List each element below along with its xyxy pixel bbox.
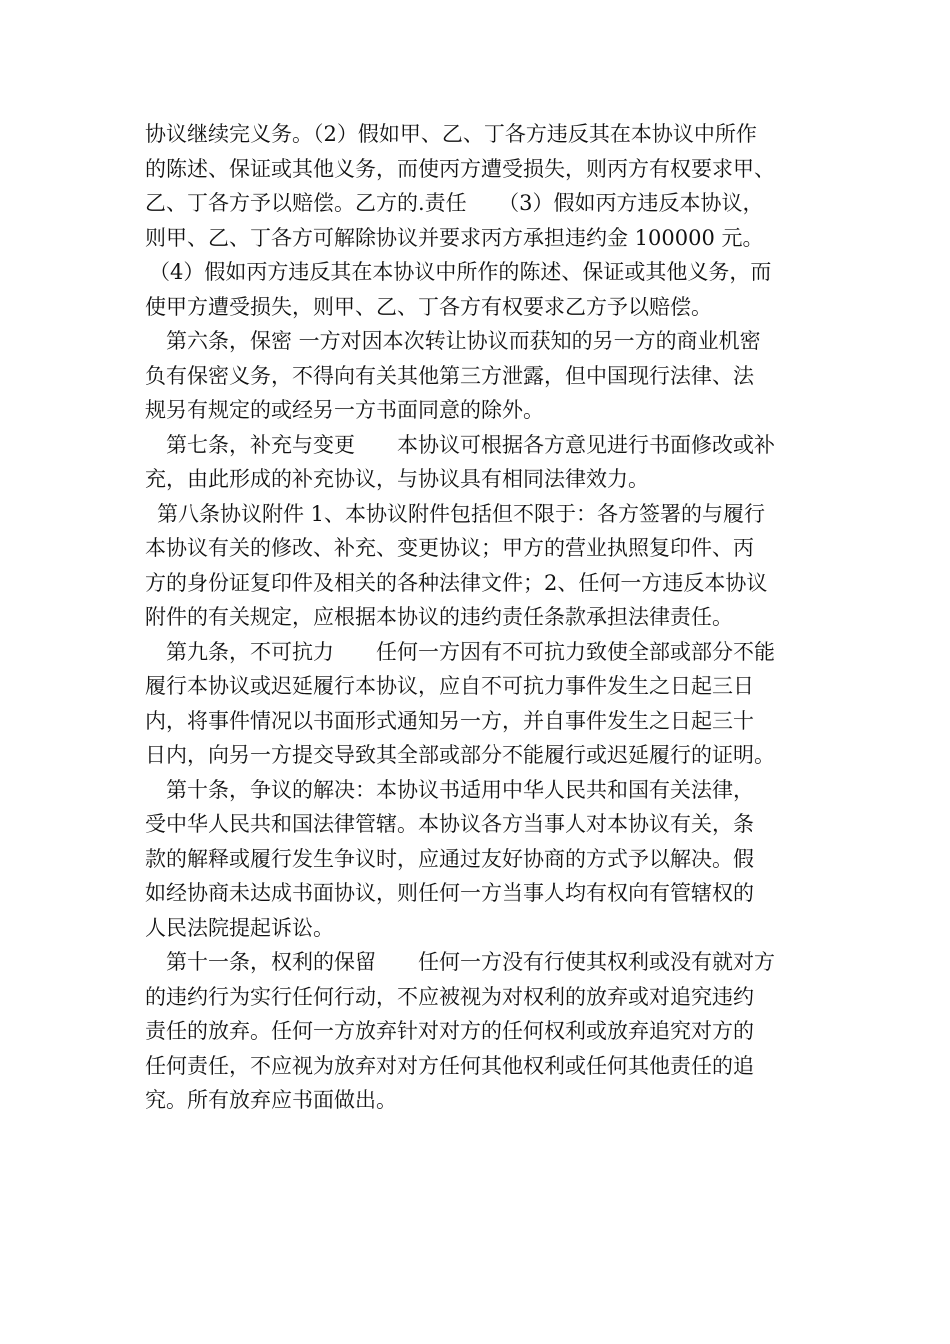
text-line: 的违约行为实行任何行动，不应被视为对权利的放弃或对追究违约 bbox=[145, 984, 754, 1009]
text-line: 则甲、乙、丁各方可解除协议并要求丙方承担违约金 100000 元。 bbox=[145, 225, 764, 250]
text-line: 附件的有关规定，应根据本协议的违约责任条款承担法律责任。 bbox=[145, 605, 733, 629]
text-line: 负有保密义务，不得向有关其他第三方泄露，但中国现行法律、法 bbox=[145, 363, 754, 388]
text-line: （4）假如丙方违反其在本协议中所作的陈述、保证或其他义务，而 bbox=[149, 260, 772, 284]
text-line: 规另有规定的或经另一方书面同意的除外。 bbox=[145, 398, 544, 422]
text-line: 日内，向另一方提交导致其全部或部分不能履行或迟延履行的证明。 bbox=[145, 743, 775, 767]
text-line: 第六条，保密 一方对因本次转让协议而获知的另一方的商业机密 bbox=[166, 329, 761, 353]
text-line: 的陈述、保证或其他义务，而使丙方遭受损失，则丙方有权要求甲、 bbox=[145, 156, 775, 181]
text-line: 第十一条，权利的保留 任何一方没有行使其权利或没有就对方 bbox=[166, 950, 775, 974]
text-line: 任何责任，不应视为放弃对对方任何其他权利或任何其他责任的追 bbox=[145, 1053, 754, 1078]
text-line: 第八条协议附件 1、本协议附件包括但不限于：各方签署的与履行 bbox=[157, 501, 766, 526]
text-line: 内，将事件情况以书面形式通知另一方，并自事件发生之日起三十 bbox=[145, 708, 754, 733]
document-body bbox=[145, 117, 815, 1118]
text-line: 方的身份证复印件及相关的各种法律文件；2、任何一方违反本协议 bbox=[145, 570, 768, 595]
text-line: 本协议有关的修改、补充、变更协议；甲方的营业执照复印件、丙 bbox=[145, 536, 754, 560]
text-line: 责任的放弃。任何一方放弃针对对方的任何权利或放弃追究对方的 bbox=[145, 1019, 754, 1043]
text-line: 人民法院提起诉讼。 bbox=[145, 915, 334, 940]
text-line: 第九条，不可抗力 任何一方因有不可抗力致使全部或部分不能 bbox=[166, 639, 775, 664]
text-line: 乙、丁各方予以赔偿。乙方的.责任 （3）假如丙方违反本协议， bbox=[145, 191, 764, 215]
text-line: 究。所有放弃应书面做出。 bbox=[145, 1088, 397, 1112]
text-line: 履行本协议或迟延履行本协议，应自不可抗力事件发生之日起三日 bbox=[145, 674, 754, 698]
text-line: 受中华人民共和国法律管辖。本协议各方当事人对本协议有关，条 bbox=[145, 812, 754, 836]
text-line: 第七条，补充与变更 本协议可根据各方意见进行书面修改或补 bbox=[166, 432, 775, 457]
text-line: 充，由此形成的补充协议，与协议具有相同法律效力。 bbox=[145, 467, 649, 491]
text-line: 款的解释或履行发生争议时，应通过友好协商的方式予以解决。假 bbox=[145, 846, 754, 871]
text-line: 第十条，争议的解决：本协议书适用中华人民共和国有关法律， bbox=[166, 777, 754, 802]
text-line: 协议继续完义务。（2）假如甲、乙、丁各方违反其在本协议中所作 bbox=[145, 122, 757, 146]
text-line: 使甲方遭受损失，则甲、乙、丁各方有权要求乙方予以赔偿。 bbox=[145, 294, 712, 319]
text-line: 如经协商未达成书面协议，则任何一方当事人均有权向有管辖权的 bbox=[145, 881, 754, 905]
